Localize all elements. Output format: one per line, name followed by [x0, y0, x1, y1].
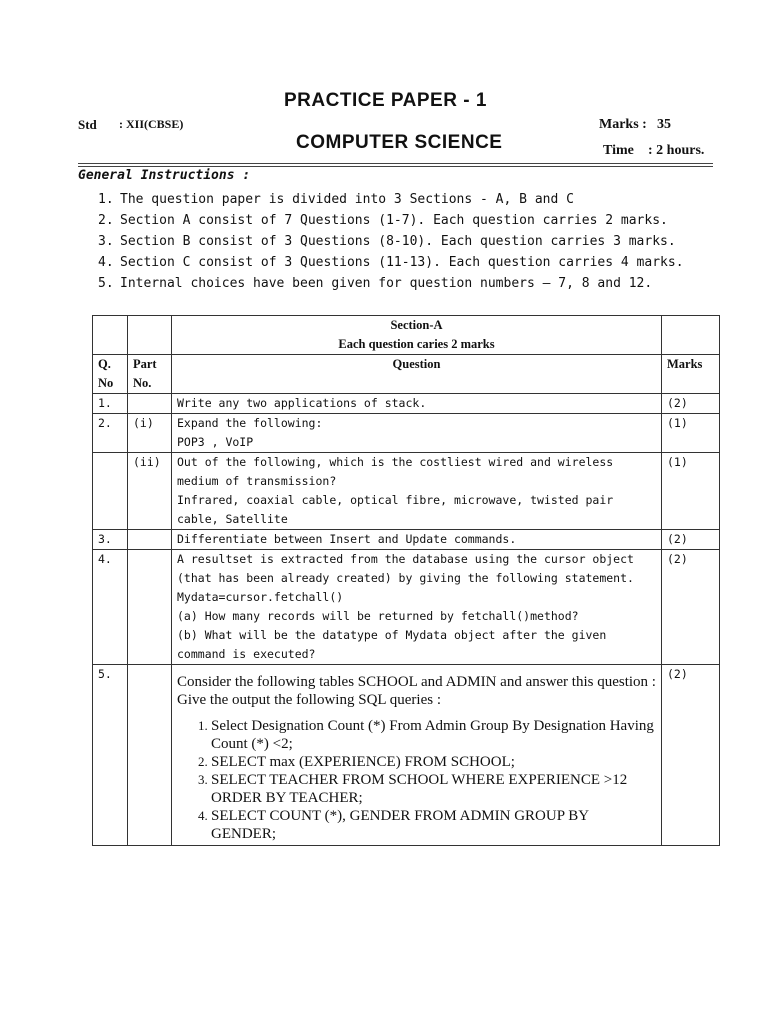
subject-title: COMPUTER SCIENCE	[296, 132, 503, 153]
list-item: 3. SELECT TEACHER FROM SCHOOL WHERE EXPERIENCE >12 ORDER BY TEACHER;	[211, 771, 656, 807]
list-item: 2. SELECT max (EXPERIENCE) FROM SCHOOL;	[211, 753, 656, 771]
col-part-no: Part No.	[128, 355, 172, 394]
column-header-row	[93, 355, 720, 394]
sql-query-list	[177, 717, 656, 843]
table-row: 2. (i) Expand the following: POP3 , VoIP (1)	[93, 414, 720, 453]
table-row: 4. A resultset is extracted from the database using the cursor object (that has been already created) by giving the following statement. Mydata=cursor.fetchall() (a) How many records will be returned by fetchall()method? (b) What will be the datatype of Mydata object after the given command is executed? (2)	[93, 550, 720, 665]
instruction-item: 3. Section B consist of 3 Questions (8-10). Each question carries 3 marks.	[98, 234, 676, 249]
section-header-row	[93, 316, 720, 355]
questions-table	[92, 315, 720, 846]
instruction-item: 1. The question paper is divided into 3 Sections - A, B and C	[98, 192, 574, 207]
section-title: Section-A	[390, 318, 443, 332]
std-label: Std	[78, 117, 97, 132]
time-value: : 2 hours.	[648, 143, 705, 158]
table-row: 3. Differentiate between Insert and Update commands. (2)	[93, 530, 720, 550]
marks-label: Marks :	[599, 117, 647, 132]
instruction-item: 4. Section C consist of 3 Questions (11-13). Each question carries 4 marks.	[98, 255, 684, 270]
instructions-heading: General Instructions :	[78, 168, 251, 183]
list-item: 1. Select Designation Count (*) From Admin Group By Designation Having Count (*) <2;	[211, 717, 656, 753]
table-row: 1. Write any two applications of stack. (2)	[93, 394, 720, 414]
instructions-list	[98, 189, 684, 294]
list-item: 4. SELECT COUNT (*), GENDER FROM ADMIN GROUP BY GENDER;	[211, 807, 656, 843]
marks-value: 35	[657, 117, 671, 132]
instruction-item: 5. Internal choices have been given for question numbers – 7, 8 and 12.	[98, 276, 653, 291]
paper-title: PRACTICE PAPER - 1	[284, 90, 487, 111]
section-subtitle: Each question caries 2 marks	[338, 337, 495, 351]
table-row: 5. Consider the following tables SCHOOL and ADMIN and answer this question : Give the output the following SQL queries : 1. Select Designation Count (*) From Admin Group By Designation Having Count (*) <2; 2. SELECT max (EXPERIENCE) FROM SCHOOL; 3. SELECT TEACHER FROM SCHOOL WHERE EXPERIENCE >12 ORDER BY TEACHER; 4. SELECT COUNT (*), GENDER FROM ADMIN GROUP BY GENDER; (2)	[93, 665, 720, 846]
header-rule-bottom	[78, 166, 713, 167]
col-marks: Marks	[662, 355, 720, 394]
header-rule-top	[78, 163, 713, 164]
table-row: (ii) Out of the following, which is the costliest wired and wireless medium of transmission? Infrared, coaxial cable, optical fibre, microwave, twisted pair cable, Satellite (1)	[93, 453, 720, 530]
instruction-item: 2. Section A consist of 7 Questions (1-7). Each question carries 2 marks.	[98, 213, 668, 228]
time-label: Time	[603, 143, 634, 158]
col-question: Question	[172, 355, 662, 394]
col-q-no: Q. No	[93, 355, 128, 394]
std-value: : XII(CBSE)	[119, 117, 184, 131]
